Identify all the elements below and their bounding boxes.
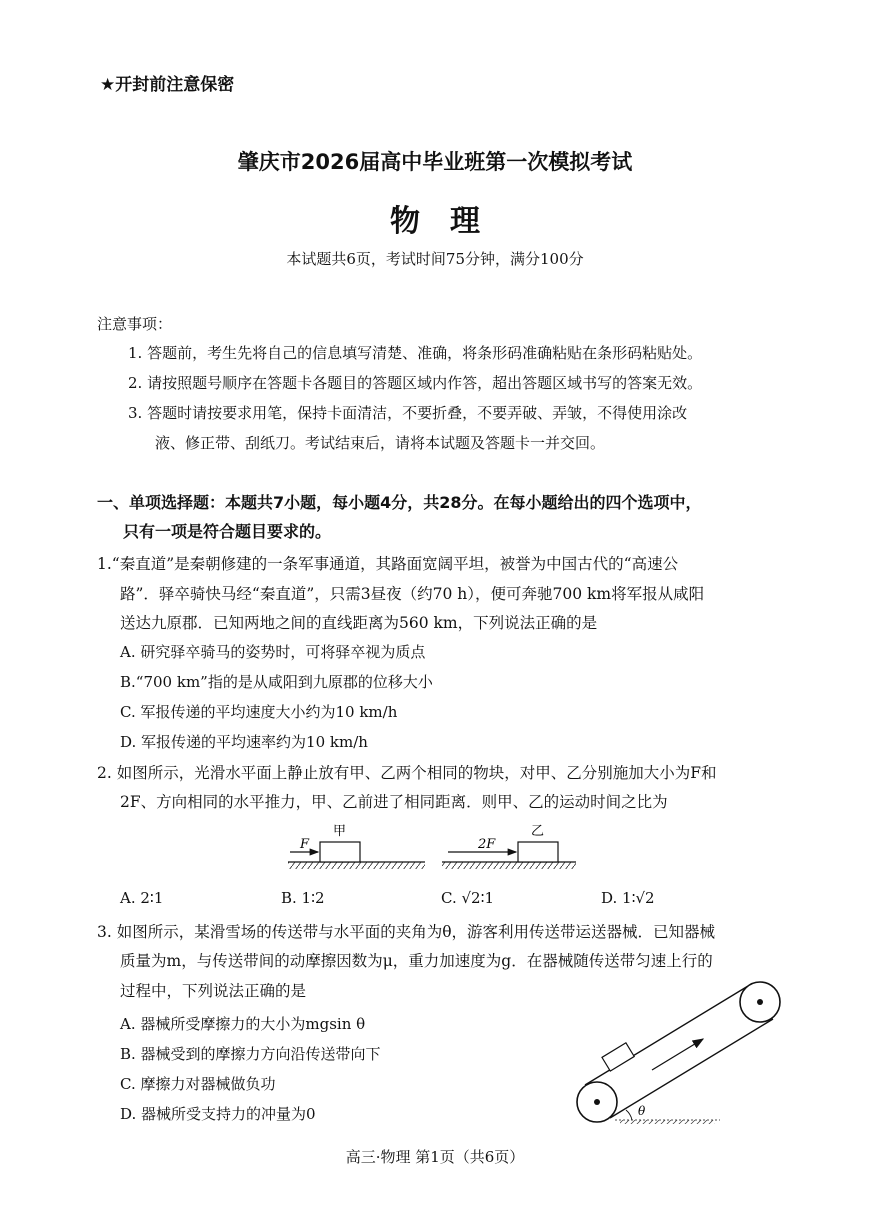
pulley-axle — [594, 1099, 600, 1105]
option-c: C. 摩擦力对器械做负功 — [120, 1075, 276, 1093]
option-c: C. 军报传递的平均速度大小约为10 km/h — [120, 703, 398, 721]
option-b: B.“700 km”指的是从咸阳到九原郡的位移大小 — [120, 673, 433, 691]
question-1-text: 送达九原郡．已知两地之间的直线距离为560 km，下列说法正确的是 — [120, 614, 598, 632]
equipment-block — [602, 1043, 634, 1071]
angle-arc — [626, 1110, 632, 1120]
force-label-b: 2F — [478, 837, 496, 852]
ground-hatch — [288, 862, 425, 869]
option-d: D. 军报传递的平均速率约为10 km/h — [120, 733, 368, 751]
q2-figure — [280, 818, 580, 878]
notice-item: 2. 请按照题号顺序在答题卡各题目的答题区域内作答，超出答题区域书写的答案无效。 — [128, 374, 703, 392]
notice-item: 3. 答题时请按要求用笔，保持卡面清洁，不要折叠，不要弄破、弄皱，不得使用涂改 — [128, 404, 688, 422]
belt-bottom — [610, 1019, 773, 1118]
question-3-text: 质量为m，与传送带间的动摩擦因数为μ，重力加速度为g．在器械随传送带匀速上行的 — [120, 952, 713, 970]
question-1-text: 1.“秦直道”是秦朝修建的一条军事通道，其路面宽阔平坦，被誉为中国古代的“高速公 — [97, 555, 679, 573]
question-1-text: 路”．驿卒骑快马经“秦直道”，只需3昼夜（约70 h），便可奔驰700 km将军报从咸阳 — [120, 585, 705, 603]
page-footer: 高三·物理 第1页（共6页） — [345, 1148, 525, 1166]
block-a — [320, 842, 360, 862]
question-2-text: 2. 如图所示，光滑水平面上静止放有甲、乙两个相同的物块，对甲、乙分别施加大小为F和 — [97, 764, 717, 782]
question-3-text: 过程中，下列说法正确的是 — [120, 982, 307, 1000]
block-b — [518, 842, 558, 862]
option-d: D. 器械所受支持力的冲量为0 — [120, 1105, 316, 1123]
option-d: D. 1∶√2 — [601, 889, 655, 907]
block-label-b: 乙 — [531, 824, 545, 839]
option-a: A. 器械所受摩擦力的大小为mgsin θ — [120, 1015, 366, 1033]
option-b: B. 1∶2 — [281, 889, 325, 907]
ground-hatch — [620, 1120, 715, 1124]
exam-title: 肇庆市2026届高中毕业班第一次模拟考试 — [237, 150, 633, 174]
option-a: A. 研究驿卒骑马的姿势时，可将驿卒视为质点 — [120, 643, 426, 661]
option-a: A. 2∶1 — [120, 889, 164, 907]
question-2-text: 2F、方向相同的水平推力，甲、乙前进了相同距离．则甲、乙的运动时间之比为 — [120, 793, 668, 811]
option-c: C. √2∶1 — [441, 889, 495, 907]
angle-label: θ — [638, 1104, 646, 1118]
force-label-a: F — [300, 837, 310, 852]
confidential-note: ★开封前注意保密 — [100, 75, 235, 95]
section-heading: 一、单项选择题：本题共7小题，每小题4分，共28分。在每小题给出的四个选项中， — [97, 493, 702, 512]
question-3-text: 3. 如图所示，某滑雪场的传送带与水平面的夹角为θ，游客利用传送带运送器械．已知器械 — [97, 923, 716, 941]
section-heading: 只有一项是符合题目要求的。 — [123, 522, 332, 541]
pulley-axle — [757, 999, 763, 1005]
ground-hatch — [442, 862, 576, 869]
notice-item: 液、修正带、刮纸刀。考试结束后，请将本试题及答题卡一并交回。 — [155, 434, 606, 452]
block-label-a: 甲 — [333, 824, 347, 839]
subject-title: 物理 — [390, 204, 510, 239]
exam-info: 本试题共6页，考试时间75分钟，满分100分 — [286, 250, 584, 268]
q3-conveyor-figure — [570, 975, 790, 1130]
notice-item: 1. 答题前，考生先将自己的信息填写清楚、准确，将条形码准确粘贴在条形码粘贴处。 — [128, 344, 703, 362]
notice-title: 注意事项： — [97, 315, 173, 333]
option-b: B. 器械受到的摩擦力方向沿传送带向下 — [120, 1045, 381, 1063]
